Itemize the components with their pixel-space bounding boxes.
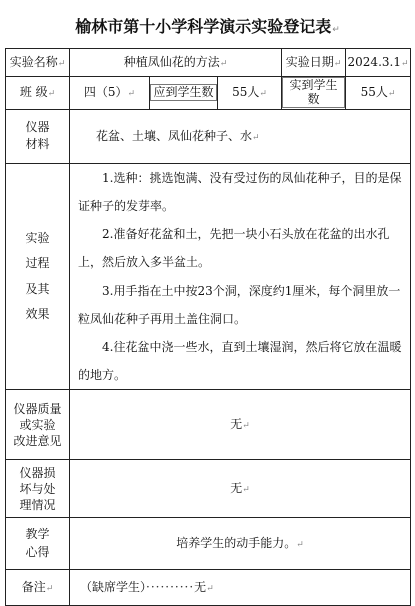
remark-dots: ·········· [146, 580, 195, 595]
process-label [6, 163, 70, 390]
registration-table [5, 48, 411, 606]
process-steps [70, 163, 411, 390]
teaching-label-line-2: 心得 [25, 544, 50, 559]
cell-mark-icon: ↵ [242, 421, 250, 432]
teaching-row [6, 518, 411, 570]
class-label [6, 77, 70, 110]
quality-value-text: 无 [230, 417, 243, 432]
damage-label-line-2: 坏与处 [19, 481, 56, 496]
actual-students-label [282, 77, 346, 110]
process-step-3: 3.用手指在土中按23个洞，深度约1厘米，每个洞里放一粒凤仙花种子再用土盖住洞口。 [78, 283, 401, 326]
cell-mark-icon: ↵ [400, 58, 409, 69]
remark-row [6, 570, 411, 606]
experiment-name-value [70, 49, 282, 77]
cell-mark-icon: ↵ [57, 58, 66, 69]
process-row [6, 163, 411, 390]
process-label-line-4: 效果 [25, 306, 50, 321]
damage-label [6, 460, 70, 518]
cell-mark-icon: ↵ [242, 485, 250, 496]
materials-label-line-1: 仪器 [25, 119, 50, 134]
process-step-2: 2.准备好花盆和土，先把一块小石头放在花盆的出水孔上，然后放入多半盆土。 [78, 227, 390, 270]
process-step-1: 1.选种：挑选饱满、没有受过伤的凤仙花种子，目的是保证种子的发芽率。 [78, 170, 402, 213]
experiment-name-label-text: 实验名称 [9, 54, 58, 69]
cell-mark-icon: ↵ [387, 89, 396, 100]
damage-label-line-3: 理情况 [19, 497, 56, 512]
damage-value-text: 无 [230, 481, 243, 496]
quality-value [70, 390, 411, 460]
remark-label-text: 备注 [21, 580, 46, 595]
quality-label [6, 390, 70, 460]
teaching-label [6, 518, 70, 570]
remark-value [70, 570, 411, 606]
cell-mark-icon: ↵ [259, 89, 267, 100]
experiment-name-value-text: 种植凤仙花的方法 [123, 54, 220, 69]
process-label-line-3: 及其 [25, 281, 50, 296]
cell-mark-icon: ↵ [252, 132, 260, 143]
cell-mark-icon: ↵ [45, 584, 54, 595]
materials-row [6, 109, 411, 163]
cell-mark-icon: ↵ [219, 58, 228, 69]
remark-label [6, 570, 70, 606]
experiment-date-label-text: 实验日期 [285, 54, 334, 69]
actual-students-value [346, 77, 411, 110]
quality-label-line-3: 改进意见 [13, 433, 62, 448]
remark-value-text: 无 [194, 580, 207, 595]
class-value [70, 77, 150, 110]
process-label-line-1: 实验 [25, 231, 50, 246]
damage-value [70, 460, 411, 518]
cell-mark-icon: ↵ [127, 89, 136, 100]
teaching-value [70, 518, 411, 570]
cell-mark-icon: ↵ [47, 89, 56, 100]
class-row [6, 77, 411, 110]
quality-label-line-2: 或实验 [19, 417, 56, 432]
class-value-text: 四（5） [83, 85, 128, 100]
expected-students-label-text: 应到学生数 [150, 84, 216, 100]
quality-row [6, 390, 411, 460]
expected-students-value-text: 55人 [232, 85, 260, 100]
expected-students-label [150, 77, 218, 110]
materials-label [6, 109, 70, 163]
damage-row [6, 460, 411, 518]
experiment-date-value [346, 49, 411, 77]
page-title [0, 14, 415, 37]
process-step-4: 4.往花盆中浇一些水，直到土壤湿润，然后将它放在温暖的地方。 [78, 339, 402, 383]
cell-mark-icon: ↵ [333, 58, 342, 69]
header-row [6, 49, 411, 77]
actual-students-label-text: 实到学生数 [282, 77, 345, 108]
damage-label-line-1: 仪器损 [19, 465, 56, 480]
cell-mark-icon: ↵ [206, 584, 214, 595]
experiment-name-label [6, 49, 70, 77]
title-text: 榆林市第十小学科学演示实验登记表 [75, 17, 332, 36]
quality-label-line-1: 仪器质量 [13, 401, 62, 416]
materials-value-text: 花盆、土壤、凤仙花种子、水 [96, 128, 253, 143]
experiment-date-value-text: 2024.3.1 [347, 54, 401, 69]
class-label-text: 班 级 [19, 85, 48, 100]
absent-students-prefix: （缺席学生） [80, 580, 147, 595]
actual-students-value-text: 55人 [360, 85, 388, 100]
paragraph-mark-icon: ↵ [332, 25, 340, 35]
materials-value [70, 109, 411, 163]
process-label-line-2: 过程 [25, 256, 50, 271]
expected-students-value [218, 77, 282, 110]
materials-label-line-2: 材料 [25, 137, 50, 152]
experiment-date-label [282, 49, 346, 77]
teaching-label-line-1: 教学 [25, 527, 50, 542]
teaching-value-text: 培养学生的动手能力。 [176, 536, 297, 551]
cell-mark-icon: ↵ [296, 540, 304, 551]
